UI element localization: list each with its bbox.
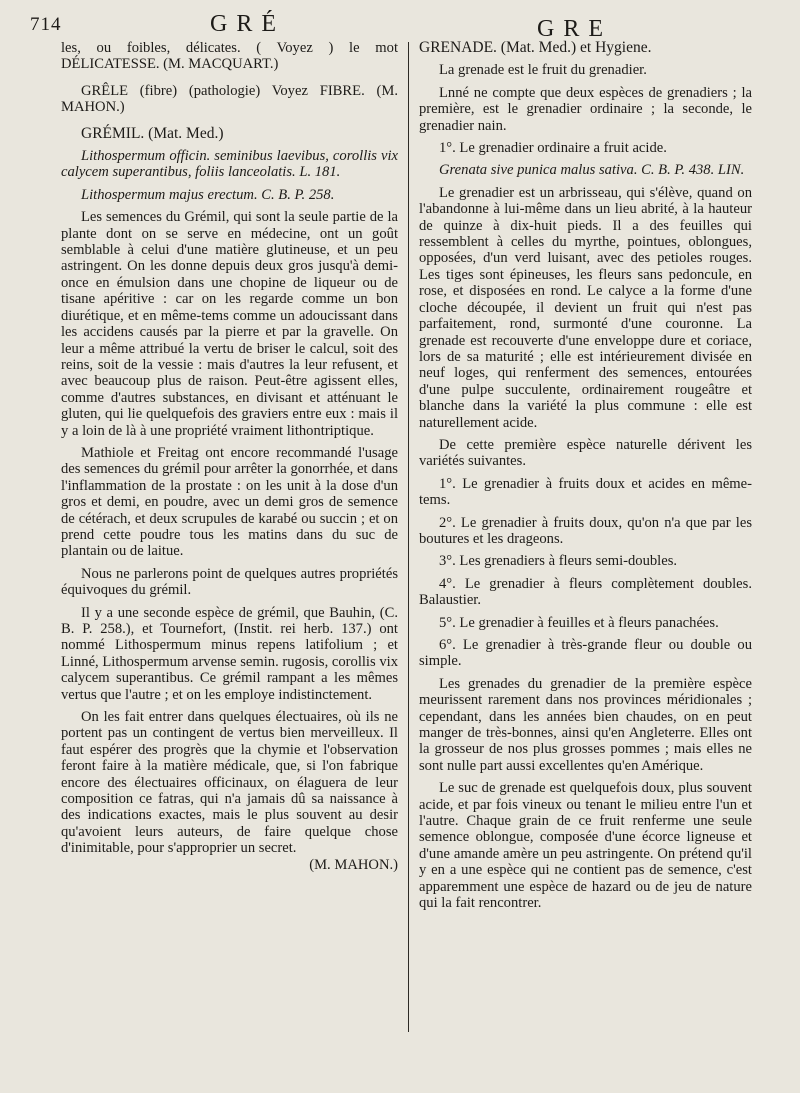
grenade-species: Lnné ne compte que deux espèces de grenadiers ; la première, est le grenadier ordinaire ; la seconde, le grenadier nain.	[419, 84, 752, 134]
variety-2: 2°. Le grenadier à fruits doux, qu'on n'a que par les boutures et les drageons.	[419, 514, 752, 547]
gremil-paragraph-3: Nous ne parlerons point de quelques autres propriétés équivoques du grémil.	[61, 565, 398, 599]
running-head-right: GRE	[537, 16, 612, 42]
grenade-heading: GRENADE. (Mat. Med.) et Hygiene.	[419, 39, 652, 56]
gremil-heading: GRÉMIL. (Mat. Med.)	[81, 124, 224, 142]
variety-5: 5°. Le grenadier à feuilles et à fleurs panachées.	[439, 614, 719, 631]
variety-3: 3°. Les grenadiers à fleurs semi-doubles.	[439, 553, 678, 570]
running-head-left: GRÉ	[210, 11, 285, 37]
grele-entry: GRÊLE (fibre) (pathologie) Voyez FIBRE. (M. MAHON.)	[61, 82, 398, 116]
gremil-paragraph-4: Il y a une seconde espèce de grémil, que Bauhin, (C. B. P. 258.), et Tournefort, (Instit. rei herb. 137.) ont nommé Lithospermum minus repens latifolium ; et Linné, Lithospermum arvense semin. rugosis, corollis vix calycem superantibus. Ce grémil rampant a les mêmes vertus que l'autre ; et on les employe indistinctement.	[61, 604, 398, 703]
gremil-paragraph-5: On les fait entrer dans quelques électuaires, où ils ne portent pas un contingent de vertus bien merveilleux. Il faut espérer des progrès que la chymie et l'observation feront faire à la matière médicale, que, si l'on fabrique encore des électuaires officinaux, on élaguera de leur composition ce fatras, qui n'a jamais dû sa naissance à des indications exactes, mais le plus souvent au desir qu'avoient leurs auteurs, de faire quelque chose d'inimitable, pour s'approprier un secret.	[61, 709, 398, 857]
running-header	[0, 8, 800, 42]
page-number: 714	[30, 14, 62, 35]
gremil-linnaeus-name: Lithospermum officin. seminibus laevibus, corollis vix calycem superantibus, foliis lanceolatis. L. 181.	[61, 148, 398, 181]
variety-4: 4°. Le grenadier à fleurs complètement doubles. Balaustier.	[419, 575, 752, 609]
gremil-paragraph-2: Mathiole et Freitag ont encore recommandé l'usage des semences du grémil pour arrêter la gonorrhée, et dans l'inflammation de la prostate : on les unit à la dose d'un gros et demi, en poudre, avec un demi gros de semence de cétérach, et deux scrupules de karabé ou succin ; et on prend cette poudre tous les matins dans du suc de plantain ou de laitue.	[61, 444, 398, 560]
right-column	[419, 40, 752, 918]
grenades-ripening: Les grenades du grenadier de la première espèce meurissent rarement dans nos provinces méridionales ; cependant, dans les années bien chaudes, on en peut manger de très-bonnes, ainsi qu'en Angleterre. Elles ont la grosseur de nos plus grosses pommes ; mais elles ne sont nulle part aussi excellentes qu'en Amérique.	[419, 675, 752, 774]
column-divider	[408, 42, 409, 1032]
grenadier-description: Le grenadier est un arbrisseau, qui s'élève, quand on l'abandonne à lui-même dans un lieu abrité, à la hauteur de quinze à dix-huit pieds. Il a des feuilles qui ressemblent à celles du myrthe, pointues, oblongues, opposées, d'un verd luisant, avec des petioles rouges. Les tiges sont épineuses, les fleurs sans pedoncule, en rose, et disposées en rond. Le calyce a la forme d'une cloche découpée, il devient un fruit qui n'est pas parfaitement, rond, surmonté d'une couronne. La grenade est recouverte d'une enveloppe dure et coriace, lors de sa maturité ; elle est intérieurement divisée en neuf loges, qui renferment des semences, entourées d'une pulpe succulente, ordinairement rougeâtre et blanche dans la variété la plus commune : elle est naturellement acide.	[419, 184, 752, 431]
variety-6: 6°. Le grenadier à très-grande fleur ou double ou simple.	[419, 637, 752, 670]
left-column	[61, 40, 398, 879]
delicatesse-reference: les, ou foibles, délicates. ( Voyez ) le mot DÉLICATESSE. (M. MACQUART.)	[61, 40, 398, 73]
grenadier-latin-name: Grenata sive punica malus sativa. C. B. P. 438. LIN.	[439, 162, 745, 179]
gremil-signature: (M. MAHON.)	[309, 856, 398, 873]
gremil-bauhin-name: Lithospermum majus erectum. C. B. P. 258.	[81, 186, 335, 203]
gremil-paragraph-1: Les semences du Grémil, qui sont la seule partie de la plante dont on se serve en médecine, ont un goût semblable à celui d'une matière glutineuse, et un peu astringent. On les donne depuis deux gros jusqu'à demi-once en émulsion dans une chopine de liqueur ou de tisane apéritive : car on les regarde comme un bon diurétique, et en même-tems comme un adoucissant dans les accidens causés par la pierre et par la gravelle. On leur a même attribué la vertu de briser le calcul, soit des reins, soit de la vessie : mais d'autres la leur refusent, et avec beaucoup plus de raison. Peut-être agissent elles, comme d'autres substances, en divisant et atténuant le gluten, qui lie quelquefois des graviers entre eux : mais il y a loin de là à une propriété vraiment lithontriptique.	[61, 209, 398, 439]
grenade-definition: La grenade est le fruit du grenadier.	[439, 62, 647, 79]
variety-1: 1°. Le grenadier à fruits doux et acides en même-tems.	[419, 475, 752, 509]
grenade-juice: Le suc de grenade est quelquefois doux, plus souvent acide, et par fois vineux ou tenant le milieu entre l'un et l'autre. Chaque grain de ce fruit renferme une seule semence oblongue, composée d'une écorce ligneuse et d'une amande amère un peu astringente. On prétend qu'il y en a une espèce qui ne contient pas de semence, c'est apparemment une espèce de hazard ou de jeu de nature qui la fait rencontrer.	[419, 780, 752, 912]
grenadier-ordinaire: 1°. Le grenadier ordinaire a fruit acide.	[439, 140, 667, 157]
varieties-intro: De cette première espèce naturelle dérivent les variétés suivantes.	[419, 436, 752, 470]
